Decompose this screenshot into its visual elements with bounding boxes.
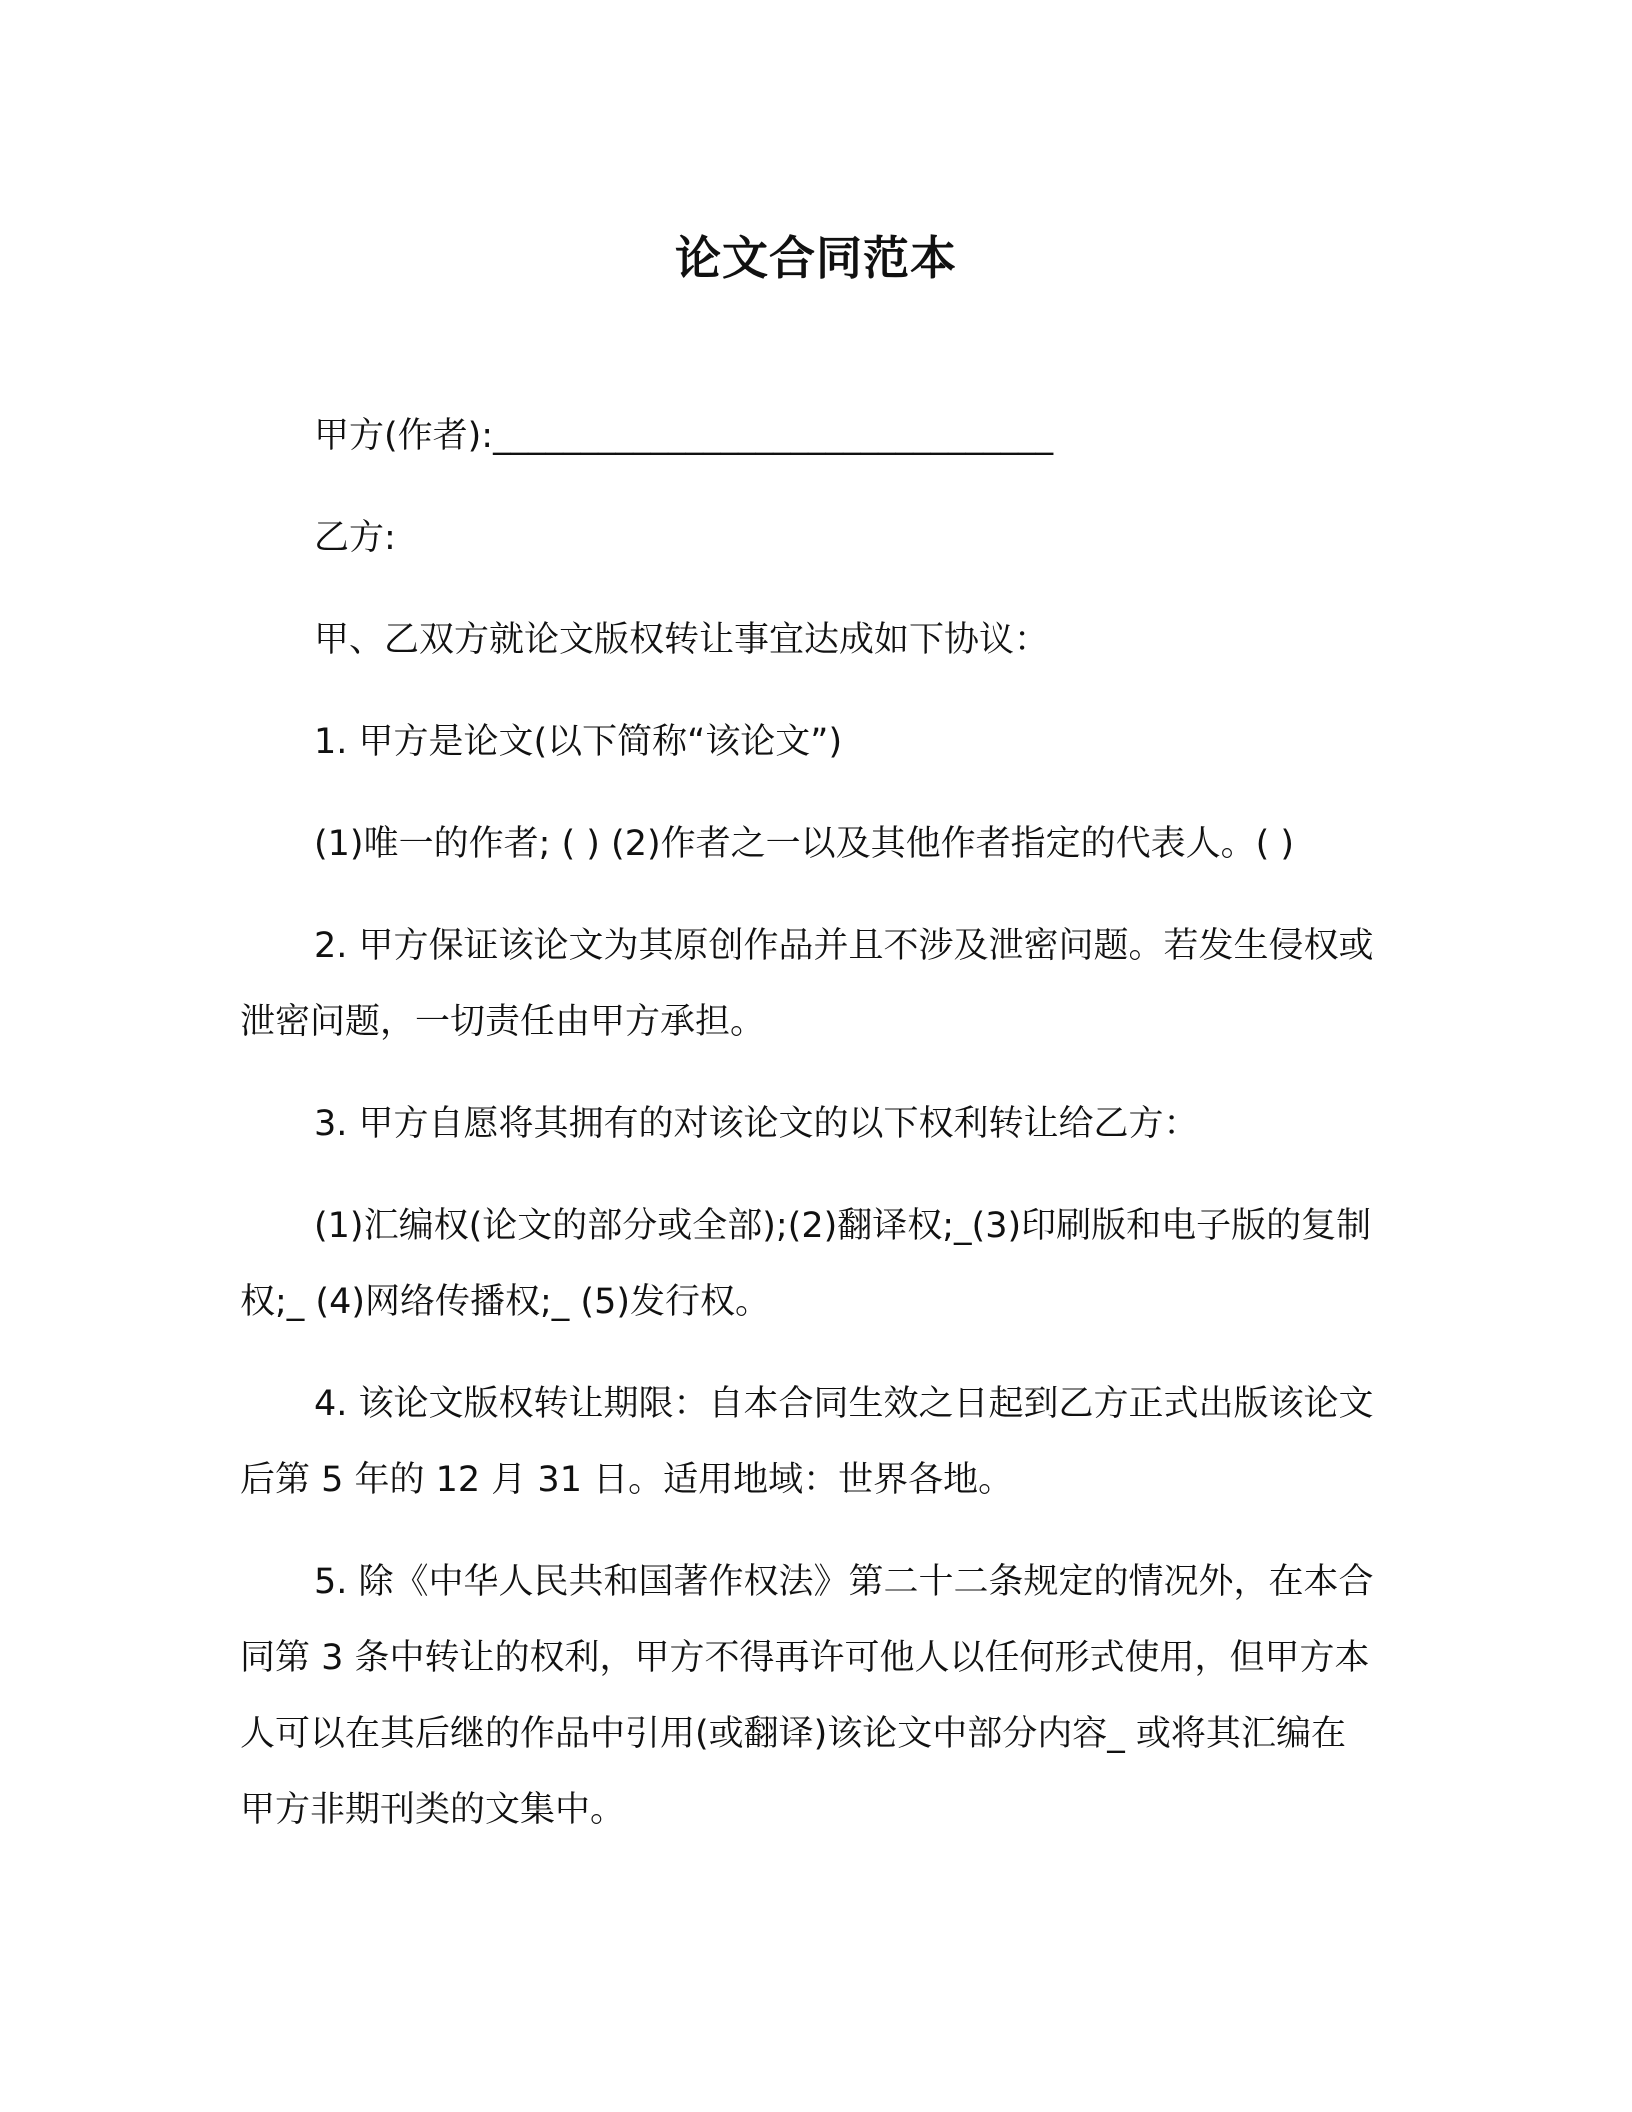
clause-1-options: (1)唯一的作者; ( ) (2)作者之一以及其他作者指定的代表人。( ): [314, 824, 1295, 864]
clause-1: 1. 甲方是论文(以下简称“该论文”): [314, 722, 843, 762]
party-b-line: 乙方:: [314, 518, 396, 558]
party-a-line: 甲方(作者):________________________________: [314, 416, 1054, 456]
clause-3: 3. 甲方自愿将其拥有的对该论文的以下权利转让给乙方：: [314, 1104, 1199, 1144]
clause-2: 2. 甲方保证该论文为其原创作品并且不涉及泄密问题。若发生侵权或泄密问题，一切责任由甲方承担。: [240, 926, 1374, 1042]
clause-5: 5. 除《中华人民共和国著作权法》第二十二条规定的情况外，在本合同第 3 条中转让的权利，甲方不得再许可他人以任何形式使用，但甲方本人可以在其后继的作品中引用(或翻译)该论文中部分内容_ 或将其汇编在甲方非期刊类的文集中。: [240, 1562, 1374, 1830]
document-title: 论文合同范本: [675, 231, 957, 285]
document-body: [240, 398, 1380, 1874]
agreement-intro: 甲、乙双方就论文版权转让事宜达成如下协议：: [314, 620, 1050, 660]
clause-4: 4. 该论文版权转让期限：自本合同生效之日起到乙方正式出版该论文后第 5 年的 12 月 31 日。适用地域：世界各地。: [240, 1384, 1374, 1500]
clause-3-rights: (1)汇编权(论文的部分或全部);(2)翻译权;_(3)印刷版和电子版的复制权;_ (4)网络传播权;_ (5)发行权。: [240, 1206, 1372, 1322]
